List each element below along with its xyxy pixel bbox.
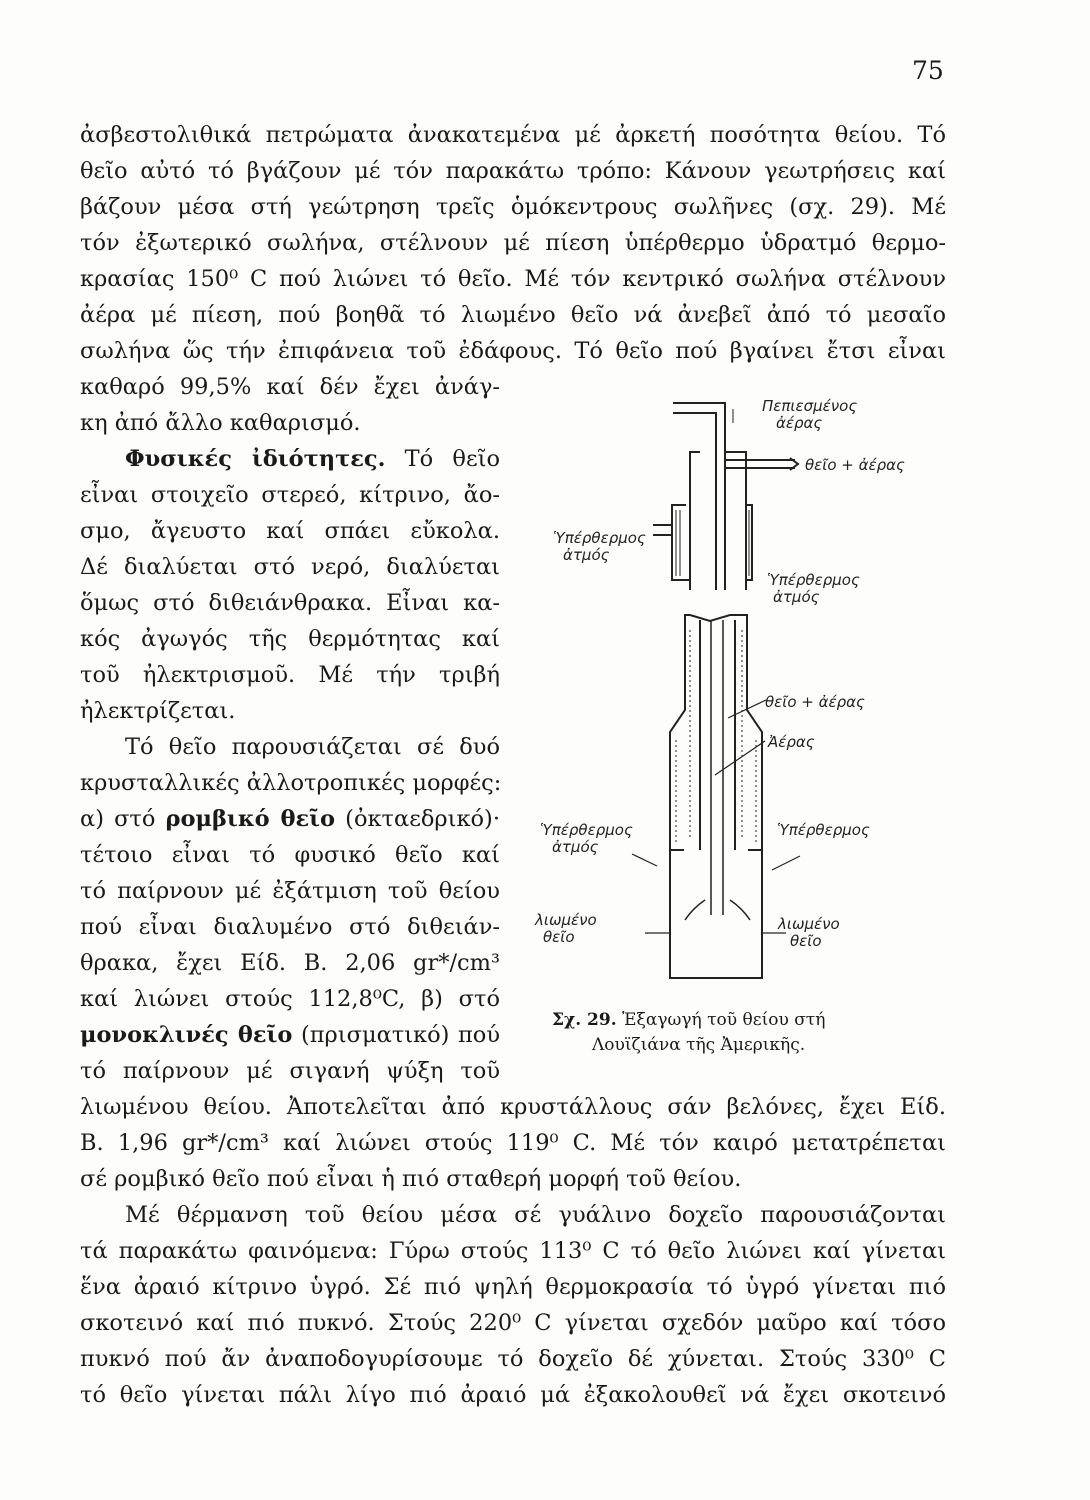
term: ρομβικό θεῖο — [165, 806, 336, 832]
text-line: τοῦ ἠλεκτρισμοῦ. Μέ τήν τριβή — [80, 662, 500, 688]
text-line: λιωμένου θείου. Ἀποτελεῖται ἀπό κρυστάλλους σάν βελόνες, ἔχει Είδ. — [80, 1094, 946, 1120]
text-line: τό θεῖο γίνεται πάλι λίγο πιό ἀραιό μά ἐξακολουθεῖ νά ἔχει σκοτεινό — [80, 1382, 946, 1408]
text-line: καί λιώνει στούς 112,8⁰C, β) στό — [80, 986, 500, 1012]
text-line: σκοτεινό καί πιό πυκνό. Στούς 220⁰ C γίνεται σχεδόν μαῦρο καί τόσο — [80, 1310, 946, 1336]
page-number: 75 — [912, 56, 944, 85]
text-line: εἶναι στοιχεῖο στερεό, κίτρινο, ἄο- — [80, 482, 500, 508]
text-line: ἕνα ἀραιό κίτρινο ὑγρό. Σέ πιό ψηλή θερμοκρασία τό ὑγρό γίνεται πιό — [80, 1274, 946, 1300]
text-line: ἀσβεστολιθικά πετρώματα ἀνακατεμένα μέ ἀρκετή ποσότητα θείου. Τό — [80, 122, 946, 148]
label-sulfur-air: θεῖο + ἀέρας — [765, 693, 865, 711]
text-line: τό παίρνουν μέ ἐξάτμιση τοῦ θείου — [80, 878, 500, 904]
label-compressed-air: Πεπιεσμένος ἀέρας — [762, 397, 858, 432]
text-line: ἠλεκτρίζεται. — [80, 698, 236, 724]
label-steam-right: Ὑπέρθερμος — [777, 821, 870, 839]
text-line: ἀέρα μέ πίεση, πού βοηθᾶ τό λιωμένο θεῖο νά ἀνεβεῖ ἀπό τό μεσαῖο — [80, 302, 946, 328]
text-line: σμο, ἄγευστο καί σπάει εὔκολα. — [80, 518, 500, 544]
text-line: κη ἀπό ἄλλο καθαρισμό. — [80, 410, 361, 436]
label-molten-sulfur-left: λιωμένο θεῖο — [535, 911, 597, 946]
text-line: Μέ θέρμανση τοῦ θείου μέσα σέ γυάλινο δοχεῖο παρουσιάζονται — [125, 1202, 946, 1228]
text-line: τέτοιο εἶναι τό φυσικό θεῖο καί — [80, 842, 500, 868]
text-line: τά παρακάτω φαινόμενα: Γύρω στούς 113⁰ C τό θεῖο λιώνει καί γίνεται — [80, 1238, 946, 1264]
text-line: θεῖο αὐτό τό βγάζουν μέ τόν παρακάτω τρόπο: Κάνουν γεωτρήσεις καί — [80, 158, 946, 184]
text: (πρισματικό) πού — [292, 1022, 501, 1048]
text-line: θρακα, ἔχει Είδ. Β. 2,06 gr*/cm³ — [80, 950, 500, 976]
label-steam-left: Ὑπέρθερμος ἀτμός — [540, 821, 633, 856]
label-sulfur-air-outlet: θεῖο + ἀέρας — [805, 456, 905, 474]
label-air: Ἀέρας — [768, 733, 815, 751]
text: (ὀκταεδρικό)· — [335, 806, 500, 832]
label-molten-sulfur-right: λιωμένο θεῖο — [778, 915, 840, 950]
text-line: ὅμως στό διθειάνθρακα. Εἶναι κα- — [80, 590, 500, 616]
text-line: σέ ρομβικό θεῖο πού εἶναι ἡ πιό σταθερή μορφή τοῦ θείου. — [80, 1166, 742, 1192]
label-steam-jacket: Ὑπέρθερμος ἀτμός — [767, 571, 860, 606]
figure-caption-line2: Λουϊζιάνα τῆς Ἀμερικῆς. — [592, 1035, 806, 1055]
text-line: Β. 1,96 gr*/cm³ καί λιώνει στούς 119⁰ C. Μέ τόν καιρό μετατρέπεται — [80, 1130, 946, 1156]
text-line: κός ἀγωγός τῆς θερμότητας καί — [80, 626, 500, 652]
term: μονοκλινές θεῖο — [80, 1022, 293, 1048]
figure-number: Σχ. 29. — [552, 1010, 617, 1030]
text: Τό θεῖο — [385, 446, 500, 472]
text-line: κρασίας 150⁰ C πού λιώνει τό θεῖο. Μέ τόν κεντρικό σωλήνα στέλνουν — [80, 266, 946, 292]
figure-caption — [552, 1010, 825, 1030]
text-line: πυκνό πού ἄν ἀναποδογυρίσουμε τό δοχεῖο δέ χύνεται. Στούς 330⁰ C — [80, 1346, 946, 1372]
text-line: κρυσταλλικές ἀλλοτροπικές μορφές: — [80, 770, 502, 796]
text-line: Δέ διαλύεται στό νερό, διαλύεται — [80, 554, 500, 580]
section-heading: Φυσικές ἰδιότητες. — [125, 446, 386, 472]
label-steam-inlet: Ὑπέρθερμος ἀτμός — [553, 529, 646, 564]
text-line: τό παίρνουν μέ σιγανή ψύξη τοῦ — [80, 1058, 500, 1084]
text-line: τόν ἐξωτερικό σωλήνα, στέλνουν μέ πίεση ὑπέρθερμο ὑδρατμό θερμο- — [80, 230, 946, 256]
text-line: πού εἶναι διαλυμένο στό διθειάν- — [80, 914, 500, 940]
lower-pipe-section — [632, 615, 800, 978]
text: α) στό — [80, 806, 166, 832]
text-line: καθαρό 99,5% καί δέν ἔχει ἀνάγ- — [80, 374, 500, 400]
text-line: σωλήνα ὥς τήν ἐπιφάνεια τοῦ ἐδάφους. Τό θεῖο πού βγαίνει ἔτσι εἶναι — [80, 338, 946, 364]
caption-text: Ἐξαγωγή τοῦ θείου στή — [616, 1010, 826, 1030]
text-line: Τό θεῖο παρουσιάζεται σέ δυό — [125, 734, 500, 760]
text-line: βάζουν μέσα στή γεώτρηση τρεῖς ὁμόκεντρους σωλῆνες (σχ. 29). Μέ — [80, 194, 946, 220]
